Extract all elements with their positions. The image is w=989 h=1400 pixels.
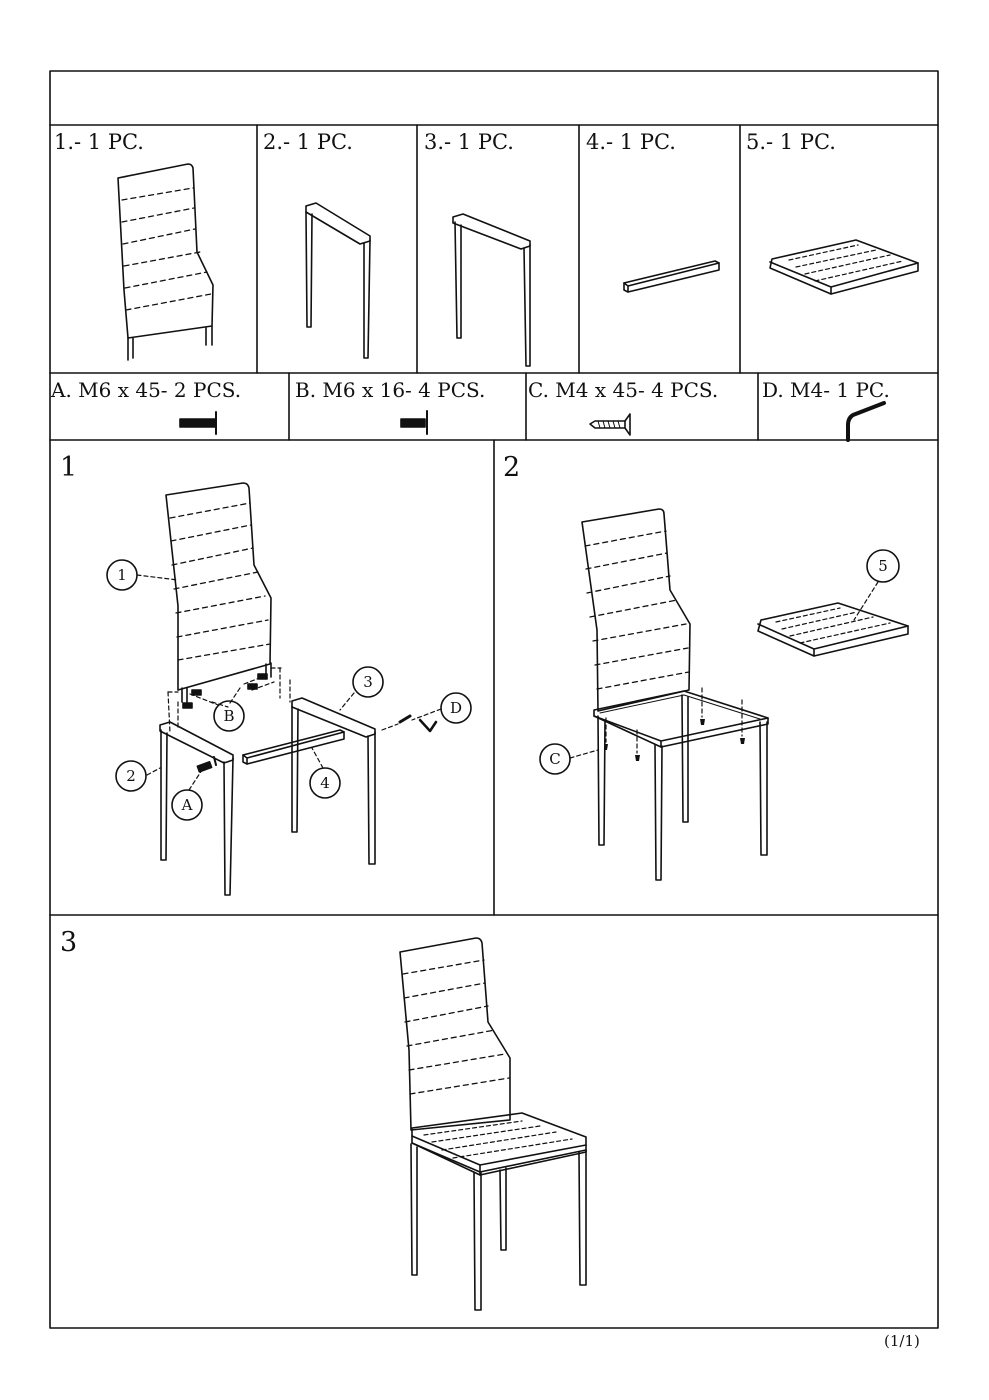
- callout-b: B: [223, 707, 235, 725]
- callout-d: D: [449, 699, 463, 717]
- hardware-b-label: B. M6 x 16- 4 PCS.: [295, 378, 486, 402]
- callout-2: 2: [126, 767, 136, 785]
- part-1-backrest-icon: [118, 164, 213, 360]
- screw-c-icon: [590, 414, 630, 435]
- step-3-illustration: [400, 938, 586, 1310]
- hardware-c-label: C. M4 x 45- 4 PCS.: [528, 378, 719, 402]
- bolt-b-icon: [401, 411, 427, 434]
- hardware-a-label: A. M6 x 45- 2 PCS.: [51, 378, 242, 402]
- step-2-illustration: [540, 509, 908, 880]
- step-1-number: 1: [60, 452, 78, 483]
- step-3-number: 3: [60, 927, 78, 958]
- step-1-illustration: [107, 483, 471, 895]
- callout-c: C: [549, 750, 561, 768]
- part-5-seat-icon: [770, 240, 918, 294]
- callout-5: 5: [878, 557, 888, 575]
- callout-4: 4: [320, 774, 330, 792]
- callout-a: A: [181, 796, 193, 814]
- part-2-label: 2.- 1 PC.: [263, 130, 353, 154]
- step-2-number: 2: [503, 452, 521, 483]
- part-4-crossbar-icon: [624, 261, 719, 292]
- page-number: (1/1): [884, 1332, 920, 1350]
- page-grid: [50, 71, 938, 1328]
- hardware-d-label: D. M4- 1 PC.: [762, 378, 890, 402]
- part-3-label: 3.- 1 PC.: [424, 130, 514, 154]
- part-3-rear-leg-frame-icon: [453, 214, 530, 366]
- allen-key-d-icon: [848, 403, 884, 440]
- part-5-label: 5.- 1 PC.: [746, 130, 836, 154]
- callout-1: 1: [117, 566, 127, 584]
- part-4-label: 4.- 1 PC.: [586, 130, 676, 154]
- part-1-label: 1.- 1 PC.: [54, 130, 144, 154]
- callout-3: 3: [363, 673, 373, 691]
- bolt-a-icon: [180, 412, 216, 434]
- part-2-front-leg-frame-icon: [306, 203, 370, 358]
